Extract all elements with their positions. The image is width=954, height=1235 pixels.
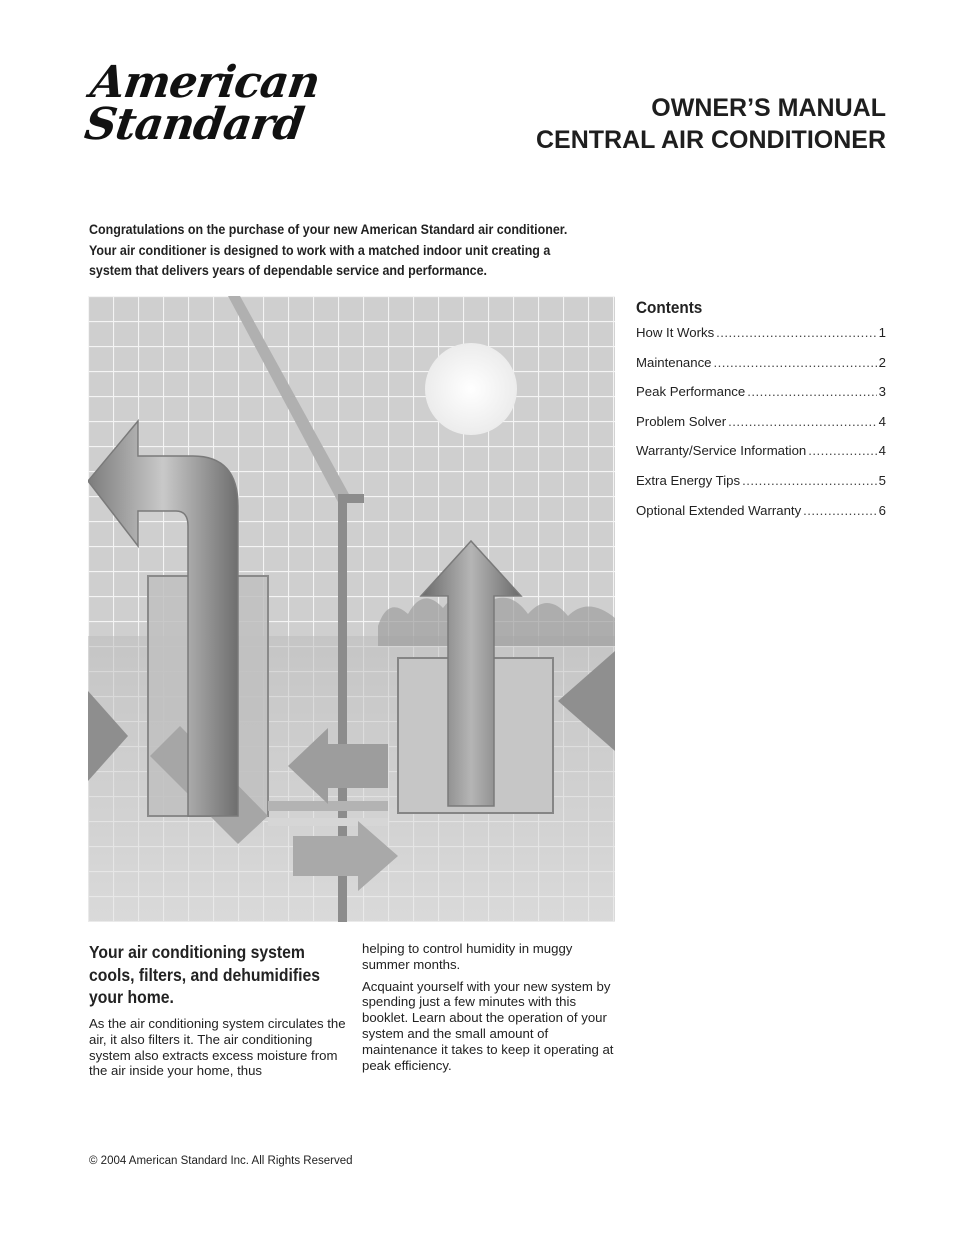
logo-line-1: American xyxy=(87,57,323,108)
body-paragraph: As the air conditioning system circulates the air, it also filters it. The air conditioning system also extracts excess moisture from the air inside your home, thus xyxy=(89,1016,346,1079)
toc-item-page: 5 xyxy=(878,472,886,488)
body-column-1 xyxy=(89,1016,349,1079)
toc-item-maintenance[interactable] xyxy=(636,355,886,385)
toc-item-page: 6 xyxy=(878,502,886,518)
toc-item-page: 1 xyxy=(878,325,886,340)
toc-leader-dots xyxy=(728,414,877,429)
logo-line-2: Standard xyxy=(81,99,307,150)
air-conditioner-illustration xyxy=(88,296,615,922)
toc-item-extra-energy-tips[interactable] xyxy=(636,473,886,503)
toc-item-page: 4 xyxy=(878,443,886,459)
toc-item-peak-performance[interactable] xyxy=(636,384,886,414)
toc-item-label: Problem Solver xyxy=(636,413,727,429)
toc-leader-dots xyxy=(803,503,876,518)
document-title xyxy=(536,92,886,156)
body-paragraph: helping to control humidity in muggy summer months. xyxy=(362,941,573,972)
title-line-1: OWNER’S MANUAL xyxy=(651,94,886,122)
toc-item-page: 2 xyxy=(878,354,886,370)
toc-item-warranty-service[interactable] xyxy=(636,443,886,473)
toc-item-label: How It Works xyxy=(636,325,715,340)
toc-item-problem-solver[interactable] xyxy=(636,414,886,444)
section-heading: Your air conditioning system cools, filters, and dehumidifies your home. xyxy=(89,942,321,1007)
toc-item-label: Optional Extended Warranty xyxy=(636,502,802,518)
copyright-notice: © 2004 American Standard Inc. All Rights Reserved xyxy=(89,1155,353,1167)
toc-leader-dots xyxy=(742,473,877,488)
contents-heading: Contents xyxy=(636,298,703,317)
toc-item-label: Warranty/Service Information xyxy=(636,443,807,459)
toc-item-page: 4 xyxy=(878,413,886,429)
title-line-2: CENTRAL AIR CONDITIONER xyxy=(536,126,886,154)
toc-leader-dots xyxy=(716,325,876,340)
toc-item-label: Peak Performance xyxy=(636,384,746,400)
toc-item-label: Extra Energy Tips xyxy=(636,472,741,488)
toc-leader-dots xyxy=(714,355,877,370)
toc-item-optional-extended-warranty[interactable] xyxy=(636,503,886,533)
toc-leader-dots xyxy=(747,384,876,399)
toc-item-how-it-works[interactable] xyxy=(636,325,886,355)
body-column-2 xyxy=(362,941,618,1079)
toc-item-label: Maintenance xyxy=(636,354,712,370)
american-standard-logo xyxy=(81,57,323,150)
toc-leader-dots xyxy=(808,443,876,458)
table-of-contents xyxy=(636,297,886,532)
intro-paragraph: Congratulations on the purchase of your new American Standard air conditioner. Your air conditioner is designed to work with a matched indoor unit creating a system that delivers years of dependable service and performance. xyxy=(89,222,568,278)
toc-item-page: 3 xyxy=(878,384,886,400)
body-paragraph: Acquaint yourself with your new system by spending just a few minutes with this booklet. Learn about the operation of your system and the small amount of maintenance it takes to keep it operating at peak efficiency. xyxy=(362,978,614,1073)
